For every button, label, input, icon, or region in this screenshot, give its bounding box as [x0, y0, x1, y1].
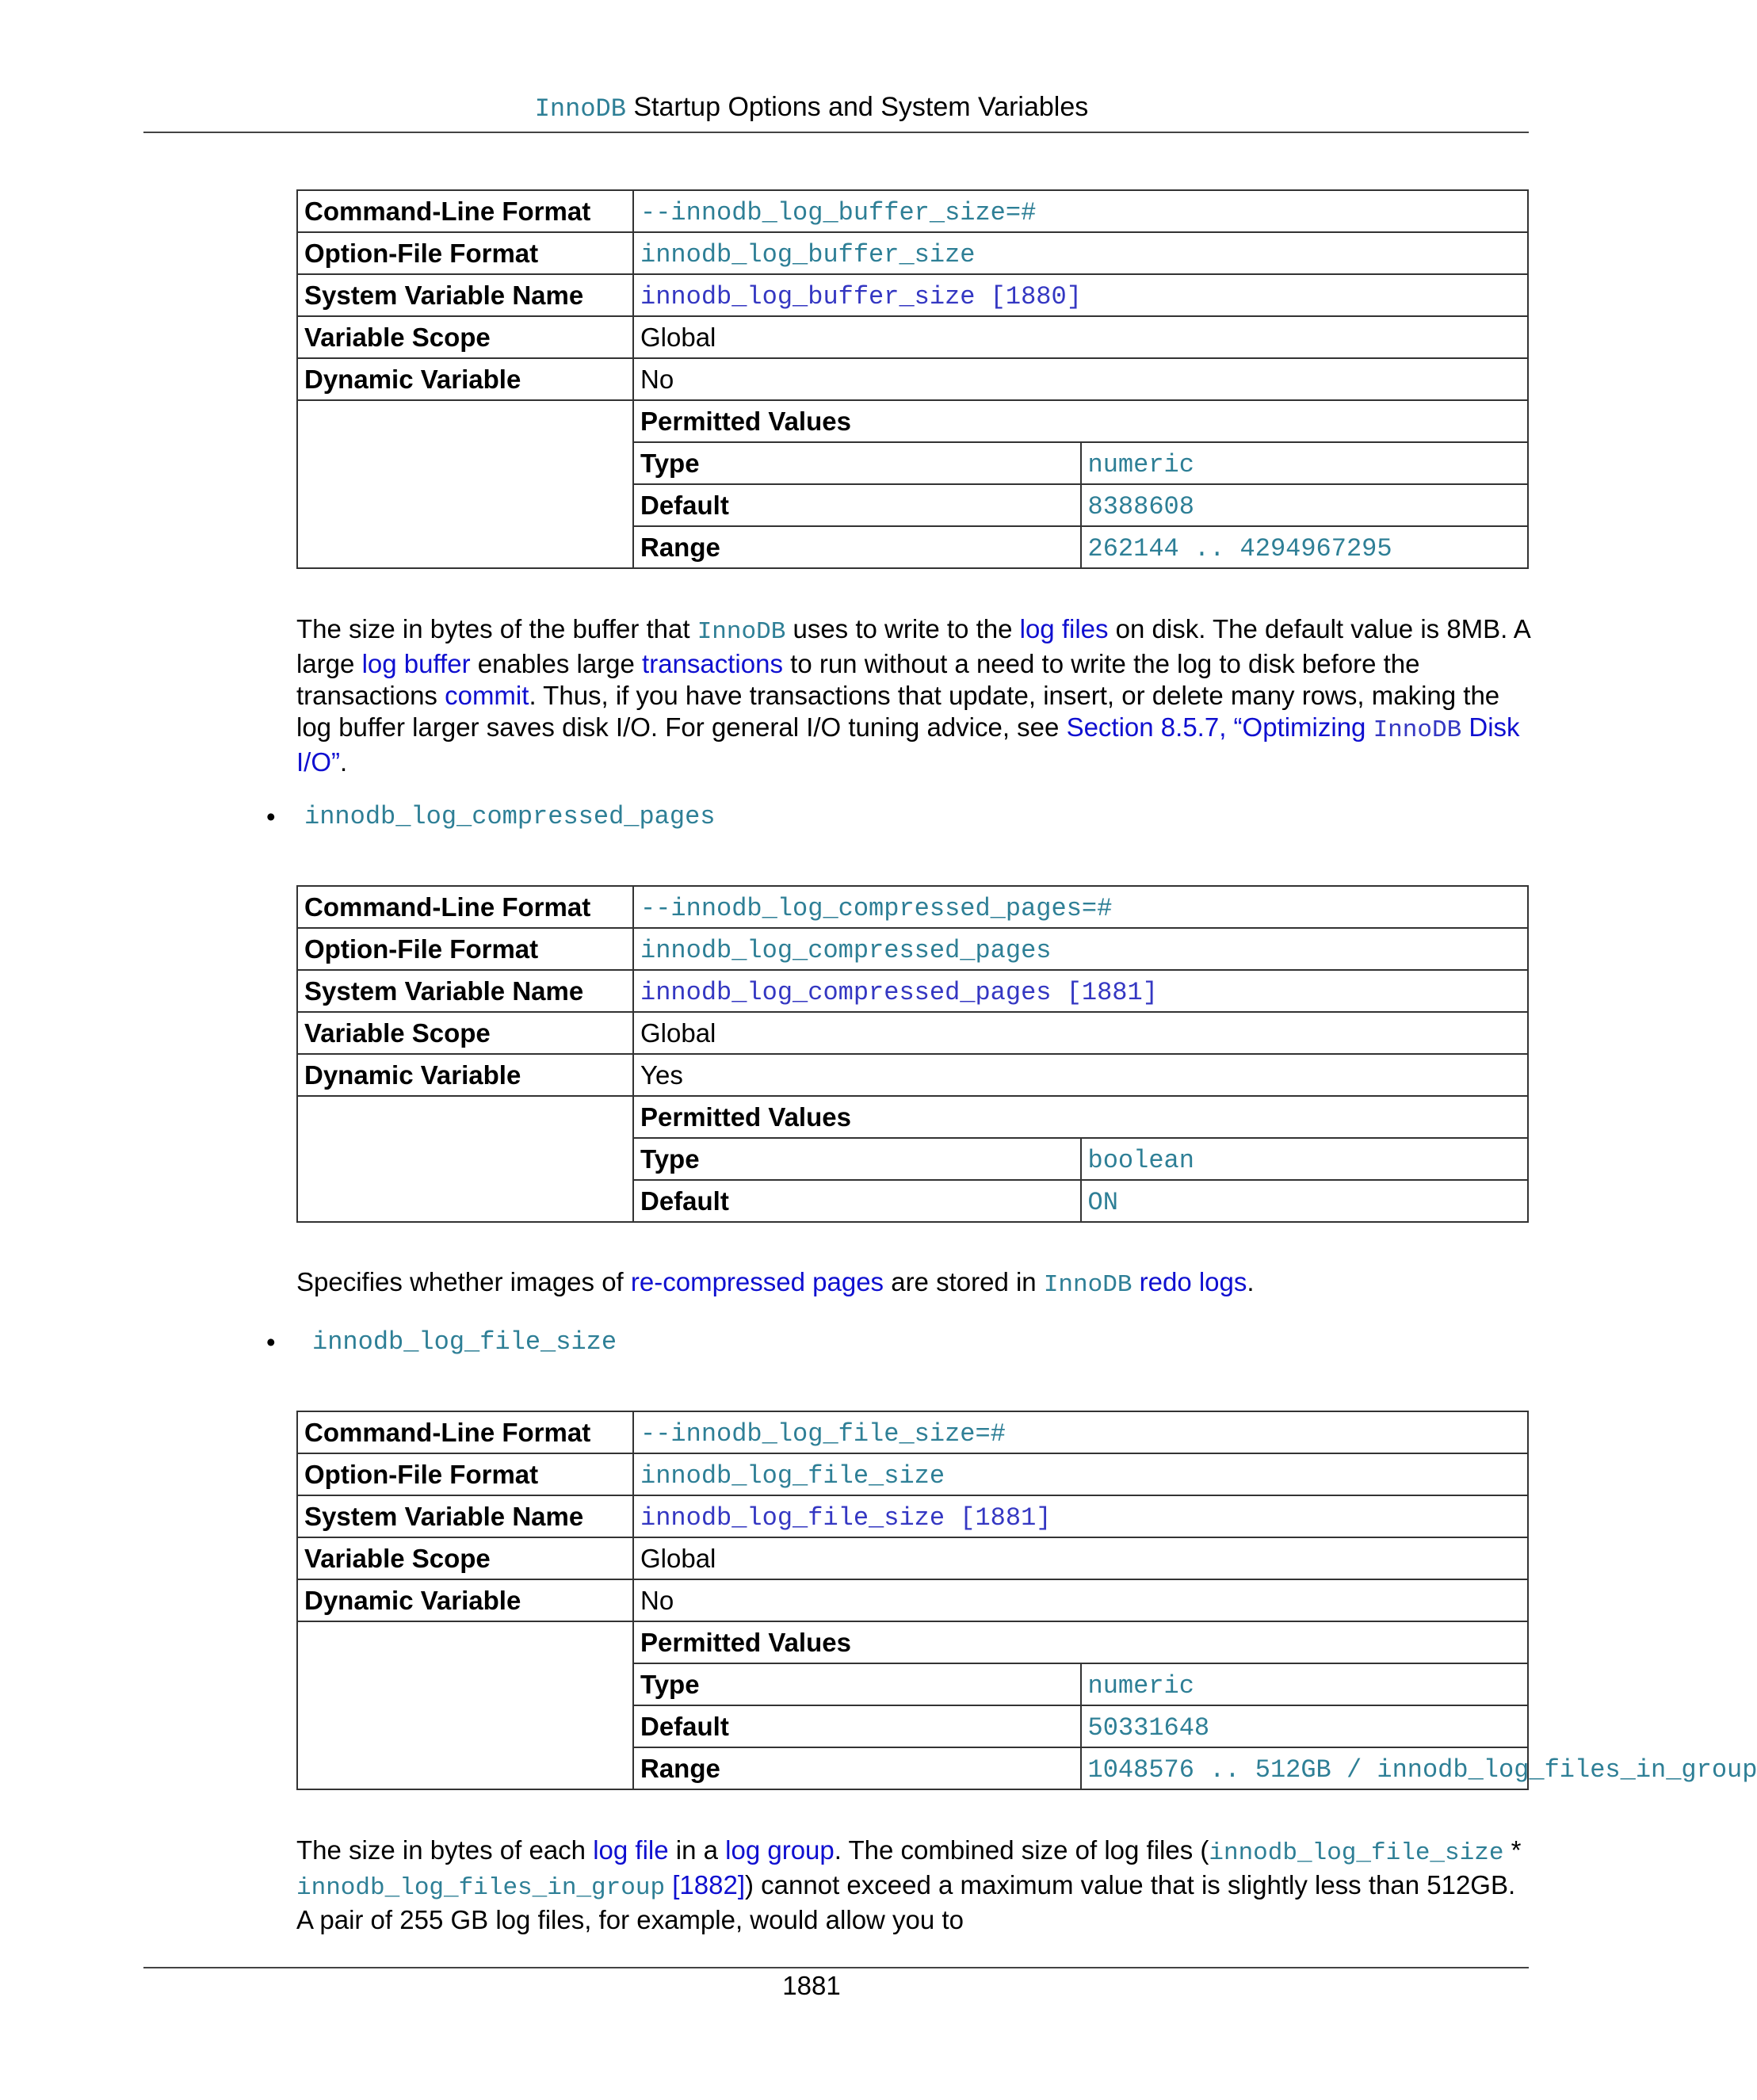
bullet-dot: •	[266, 1327, 276, 1357]
label-default: Default	[633, 1180, 1081, 1222]
dynamic-variable-value: No	[633, 1579, 1528, 1621]
label-command-line-format: Command-Line Format	[297, 190, 633, 232]
label-dynamic-variable: Dynamic Variable	[297, 1054, 633, 1096]
system-variable-name-link[interactable]: innodb_log_buffer_size [1880]	[640, 281, 1082, 311]
permitted-values-heading: Permitted Values	[633, 1096, 1528, 1138]
text: enables large	[470, 649, 643, 678]
text: uses to write to the	[785, 614, 1020, 643]
text: . Thus, if you have transactions that update, insert, or delete many rows, making the log buffer larger saves disk I/O. For general I/O tuning advice, see	[296, 681, 1500, 742]
label-type: Type	[633, 1138, 1081, 1180]
variable-scope-value: Global	[633, 316, 1528, 358]
bullet-variable-name: innodb_log_compressed_pages	[304, 802, 716, 831]
link-commit[interactable]: commit	[445, 681, 529, 710]
option-file-format-value: innodb_log_file_size	[640, 1460, 945, 1491]
link-section-optimizing[interactable]: Section 8.5.7, “Optimizing	[1066, 712, 1373, 742]
running-header	[0, 92, 1623, 124]
label-dynamic-variable: Dynamic Variable	[297, 1579, 633, 1621]
variable-scope-value: Global	[633, 1012, 1528, 1054]
inline-code: innodb_log_files_in_group	[296, 1874, 666, 1902]
command-line-format-value: --innodb_log_buffer_size=#	[640, 197, 1037, 227]
link-log-files[interactable]: log files	[1019, 614, 1109, 643]
link-transactions[interactable]: transactions	[642, 649, 783, 678]
text: Specifies whether images of	[296, 1267, 631, 1296]
text: . The combined size of log files (	[834, 1835, 1209, 1865]
footer-rule	[143, 1967, 1529, 1968]
default-value: 50331648	[1087, 1712, 1210, 1743]
default-value: ON	[1087, 1187, 1118, 1217]
header-rule	[143, 132, 1529, 133]
page-number: 1881	[782, 1971, 841, 2000]
link-log-buffer[interactable]: log buffer	[361, 649, 471, 678]
label-system-variable-name: System Variable Name	[297, 970, 633, 1012]
option-file-format-value: innodb_log_buffer_size	[640, 239, 976, 269]
text: ) cannot exceed a maximum value that is slightly less than 512GB. A pair of 255 GB log files, for example, would allow you to	[296, 1870, 1516, 1934]
option-file-format-value: innodb_log_compressed_pages	[640, 935, 1052, 965]
label-range: Range	[633, 526, 1081, 568]
options-table-log-file-size	[296, 1411, 1757, 1790]
link-section-code[interactable]: InnoDB	[1373, 716, 1462, 744]
label-system-variable-name: System Variable Name	[297, 1495, 633, 1537]
label-system-variable-name: System Variable Name	[297, 274, 633, 316]
text: on disk. The default value is 8MB. A large	[296, 614, 1530, 678]
variable-scope-value: Global	[633, 1537, 1528, 1579]
inline-code: InnoDB	[1043, 1271, 1133, 1299]
label-range: Range	[633, 1747, 1081, 1789]
type-value: boolean	[1087, 1145, 1194, 1175]
text: *	[1503, 1835, 1522, 1865]
empty-cell	[297, 1096, 633, 1222]
command-line-format-value: --innodb_log_compressed_pages=#	[640, 893, 1113, 923]
options-table-log-compressed-pages	[296, 885, 1529, 1223]
description-log-compressed-pages	[296, 1266, 1533, 1301]
text: The size in bytes of each	[296, 1835, 594, 1865]
text	[1132, 1267, 1139, 1296]
label-option-file-format: Option-File Format	[297, 1453, 633, 1495]
dynamic-variable-value: No	[633, 358, 1528, 400]
link-page-ref[interactable]: [1882]	[665, 1870, 745, 1900]
description-log-file-size	[296, 1835, 1533, 1936]
label-option-file-format: Option-File Format	[297, 232, 633, 274]
text: are stored in	[884, 1267, 1044, 1296]
label-default: Default	[633, 484, 1081, 526]
range-value: 1048576 .. 512GB / innodb_log_files_in_group	[1087, 1754, 1757, 1785]
system-variable-name-link[interactable]: innodb_log_file_size [1881]	[640, 1502, 1052, 1533]
label-command-line-format: Command-Line Format	[297, 886, 633, 928]
label-option-file-format: Option-File Format	[297, 928, 633, 970]
label-variable-scope: Variable Scope	[297, 316, 633, 358]
text: The size in bytes of the buffer that	[296, 614, 697, 643]
link-section-disk-io[interactable]: Disk I/O”	[296, 712, 1520, 777]
system-variable-name-link[interactable]: innodb_log_compressed_pages [1881]	[640, 977, 1158, 1007]
header-code: InnoDB	[534, 94, 626, 124]
type-value: numeric	[1087, 1670, 1194, 1701]
label-variable-scope: Variable Scope	[297, 1537, 633, 1579]
label-variable-scope: Variable Scope	[297, 1012, 633, 1054]
inline-code: innodb_log_file_size	[1209, 1839, 1504, 1867]
inline-code: InnoDB	[697, 618, 786, 646]
link-log-file[interactable]: log file	[593, 1835, 669, 1865]
bullet-dot: •	[266, 802, 276, 831]
permitted-values-heading: Permitted Values	[633, 400, 1528, 442]
options-table-log-buffer-size	[296, 189, 1529, 569]
label-type: Type	[633, 1663, 1081, 1705]
type-value: numeric	[1087, 449, 1194, 479]
range-value: 262144 .. 4294967295	[1087, 533, 1392, 563]
permitted-values-heading: Permitted Values	[633, 1621, 1528, 1663]
text: .	[340, 747, 348, 777]
header-title: Startup Options and System Variables	[625, 92, 1089, 122]
empty-cell	[297, 1621, 633, 1789]
label-dynamic-variable: Dynamic Variable	[297, 358, 633, 400]
empty-cell	[297, 400, 633, 568]
label-type: Type	[633, 442, 1081, 484]
text: in a	[668, 1835, 726, 1865]
link-re-compressed-pages[interactable]: re-compressed pages	[630, 1267, 884, 1296]
default-value: 8388608	[1087, 491, 1194, 521]
bullet-variable-name: innodb_log_file_size	[312, 1327, 617, 1357]
label-command-line-format: Command-Line Format	[297, 1411, 633, 1453]
dynamic-variable-value: Yes	[633, 1054, 1528, 1096]
link-redo-logs[interactable]: redo logs	[1139, 1267, 1247, 1296]
text: to run without a need to write the log to disk before the transactions	[296, 649, 1420, 710]
label-default: Default	[633, 1705, 1081, 1747]
text: .	[1247, 1267, 1255, 1296]
link-log-group[interactable]: log group	[725, 1835, 835, 1865]
command-line-format-value: --innodb_log_file_size=#	[640, 1418, 1006, 1449]
description-log-buffer-size	[296, 613, 1533, 778]
